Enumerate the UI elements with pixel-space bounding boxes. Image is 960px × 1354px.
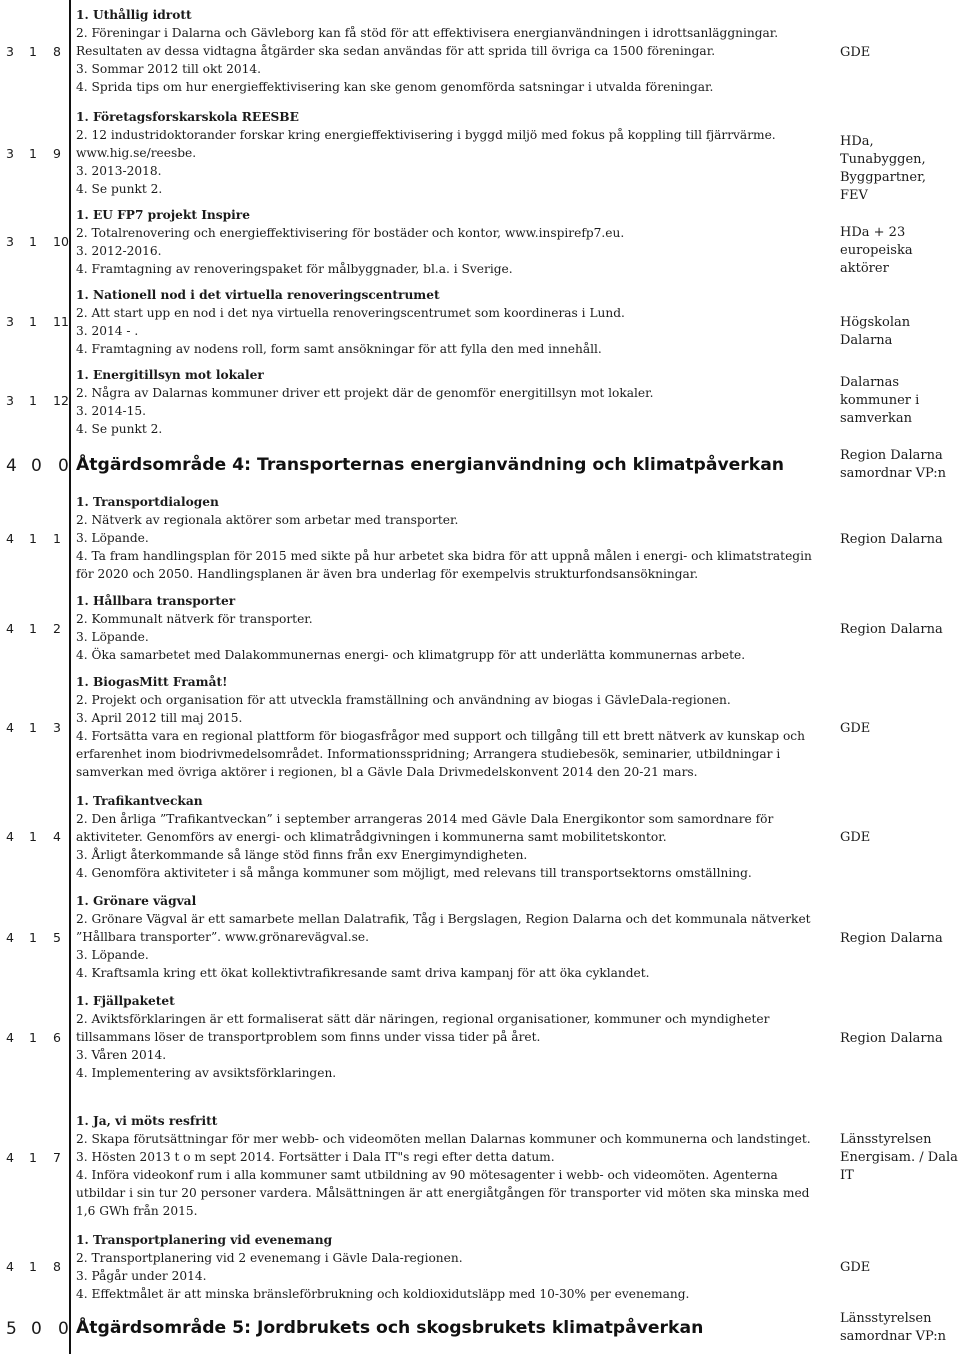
item-description [76, 366, 828, 438]
responsible-party: Region Dalarna samordnar VP:n [840, 448, 947, 481]
item-detail: 3. 2014 - . [76, 324, 139, 338]
item-detail: 3. Löpande. [76, 531, 149, 545]
item-detail: 4. Framtagning av nodens roll, form samt ansökningar för att fylla den med innehåll. [76, 342, 602, 356]
section-heading: Åtgärdsområde 5: Jordbrukets och skogsbrukets klimatpåverkan [76, 1318, 704, 1338]
number-part: 4 [6, 1150, 14, 1165]
responsible-party: GDE [840, 721, 871, 736]
item-detail: 2. Transportplanering vid 2 evenemang i Gävle Dala-regionen. [76, 1251, 463, 1265]
item-description [76, 1112, 828, 1220]
item-title: 1. Nationell nod i det virtuella renoveringscentrumet [76, 288, 440, 302]
responsible-party: Dalarnas kommuner i samverkan [840, 375, 920, 426]
item-detail: 4. Se punkt 2. [76, 182, 163, 196]
item-detail: 2. Kommunalt nätverk för transporter. [76, 612, 313, 626]
number-part: 1 [29, 1030, 37, 1045]
number-part: 3 [6, 146, 14, 161]
item-title: 1. Grönare vägval [76, 894, 197, 908]
item-detail: 3. Årligt återkommande så länge stöd finns från exv Energimyndigheten. [76, 848, 528, 862]
number-part: 0 [31, 456, 42, 476]
item-title: 1. EU FP7 projekt Inspire [76, 208, 250, 222]
item-detail: 4. Implementering av avsiktsförklaringen. [76, 1066, 337, 1080]
item-title: 1. Hållbara transporter [76, 594, 236, 608]
responsible-party: GDE [840, 830, 871, 845]
item-detail: 2. Skapa förutsättningar för mer webb- och videomöten mellan Dalarnas kommuner och kommunerna och landstinget. [76, 1132, 811, 1146]
number-part: 5 [53, 930, 61, 945]
number-part: 8 [53, 44, 61, 59]
number-part: 1 [29, 44, 37, 59]
number-part: 1 [29, 720, 37, 735]
item-detail: 2. Projekt och organisation för att utveckla framställning och användning av biogas i GävleDala-regionen. [76, 693, 731, 707]
number-part: 1 [53, 531, 61, 546]
item-detail: 3. 2013-2018. [76, 164, 162, 178]
item-detail: 3. Löpande. [76, 948, 149, 962]
number-part: 1 [29, 829, 37, 844]
number-part: 1 [29, 930, 37, 945]
item-detail: 3. Hösten 2013 t o m sept 2014. Fortsätter i Dala IT"s regi efter detta datum. [76, 1150, 555, 1164]
number-part: 3 [53, 720, 61, 735]
number-part: 1 [29, 314, 37, 329]
item-description [76, 1231, 828, 1303]
item-title: 1. Företagsforskarskola REESBE [76, 110, 299, 124]
number-part: 11 [53, 314, 69, 329]
responsible-party: Högskolan Dalarna [840, 315, 911, 348]
item-detail: 4. Införa videokonf rum i alla kommuner samt utbildning av 90 mötesagenter i webb- och videomöten. Agenterna utbildar i sin tur 20 personer vardera. Målsättningen är att energiåtgången för transporter vid möten ska minska med 1,6 GWh från 2015. [76, 1168, 810, 1218]
item-detail: 4. Framtagning av renoveringspaket för målbyggnader, bl.a. i Sverige. [76, 262, 513, 276]
item-detail: 3. Våren 2014. [76, 1048, 167, 1062]
number-part: 4 [6, 456, 17, 476]
number-part: 3 [6, 393, 14, 408]
item-detail: 3. Pågår under 2014. [76, 1269, 207, 1283]
number-part: 10 [53, 234, 69, 249]
column-divider [69, 0, 71, 1354]
number-part: 1 [29, 1150, 37, 1165]
number-part: 5 [6, 1319, 17, 1339]
number-part: 1 [29, 234, 37, 249]
item-title: 1. Ja, vi möts resfritt [76, 1114, 218, 1128]
item-description [76, 673, 828, 781]
number-part: 3 [6, 314, 14, 329]
number-part: 4 [6, 621, 14, 636]
item-detail: 2. Den årliga ”Trafikantveckan” i september arrangeras 2014 med Gävle Dala Energikontor som samordnare för aktiviteter. Genomförs av energi- och klimatrådgivningen i kommunerna samt mobilitetskontor. [76, 812, 774, 844]
number-part: 0 [31, 1319, 42, 1339]
item-description [76, 592, 828, 664]
number-part: 1 [29, 621, 37, 636]
number-part: 1 [29, 1259, 37, 1274]
number-part: 7 [53, 1150, 61, 1165]
item-description [76, 108, 828, 198]
item-detail: 4. Genomföra aktiviteter i så många kommuner som möjligt, med relevans till transportsektorns omställning. [76, 866, 752, 880]
item-detail: 4. Fortsätta vara en regional plattform för biogasfrågor med support och tillgång till ett brett nätverk av kunskap och erfarenhet inom biodrivmedelsområdet. Informationsspridning; Arrangera studiebesök, seminarier, utbildningar i samverkan med övriga aktörer i regionen, bl a Gävle Dala Drivmedelskonvent 2014 den 20-21 mars. [76, 729, 805, 779]
item-detail: 4. Kraftsamla kring ett ökat kollektivtrafikresande samt driva kampanj för att öka cyklandet. [76, 966, 650, 980]
item-detail: 3. Sommar 2012 till okt 2014. [76, 62, 262, 76]
item-description [76, 992, 828, 1082]
item-detail: 2. 12 industridoktorander forskar kring energieffektivisering i byggd miljö med fokus på koppling till fjärrvärme. www.hig.se/reesbe. [76, 128, 776, 160]
number-part: 0 [58, 1319, 69, 1339]
item-description [76, 286, 828, 358]
number-part: 4 [6, 829, 14, 844]
number-part: 1 [29, 531, 37, 546]
number-part: 1 [29, 393, 37, 408]
responsible-party: Region Dalarna [840, 931, 943, 946]
item-title: 1. Energitillsyn mot lokaler [76, 368, 264, 382]
item-detail: 2. Nätverk av regionala aktörer som arbetar med transporter. [76, 513, 459, 527]
item-detail: 3. April 2012 till maj 2015. [76, 711, 243, 725]
item-detail: 3. Löpande. [76, 630, 149, 644]
item-title: 1. Fjällpaketet [76, 994, 175, 1008]
number-part: 1 [29, 146, 37, 161]
number-part: 12 [53, 393, 69, 408]
item-detail: 2. Att start upp en nod i det nya virtuella renoveringscentrumet som koordineras i Lund. [76, 306, 625, 320]
item-description [76, 6, 828, 96]
responsible-party: Länsstyrelsen Energisam. / Dala IT [840, 1132, 958, 1183]
item-title: 1. Transportdialogen [76, 495, 219, 509]
item-detail: 4. Se punkt 2. [76, 422, 163, 436]
item-detail: 2. Några av Dalarnas kommuner driver ett projekt där de genomför energitillsyn mot lokaler. [76, 386, 654, 400]
item-title: 1. BiogasMitt Framåt! [76, 675, 228, 689]
item-description [76, 892, 828, 982]
item-detail: 4. Ta fram handlingsplan för 2015 med sikte på hur arbetet ska bidra för att uppnå målen i energi- och klimatstrategin för 2020 och 2050. Handlingsplanen är även bra underlag för exempelvis strukturfondsansökningar. [76, 549, 812, 581]
item-title: 1. Trafikantveckan [76, 794, 203, 808]
item-description [76, 206, 828, 278]
item-detail: 4. Sprida tips om hur energieffektivisering kan ske genom genomförda satsningar i utvalda föreningar. [76, 80, 714, 94]
responsible-party: Länsstyrelsen samordnar VP:n [840, 1311, 947, 1344]
responsible-party: HDa, Tunabyggen, Byggpartner, FEV [840, 134, 927, 203]
responsible-party: GDE [840, 45, 871, 60]
item-detail: 4. Effektmålet är att minska bränsleförbrukning och koldioxidutsläpp med 10-30% per evenemang. [76, 1287, 690, 1301]
number-part: 4 [53, 829, 61, 844]
item-detail: 2. Föreningar i Dalarna och Gävleborg kan få stöd för att effektivisera energianvändningen i idrottsanläggningar. Resultaten av dessa vidtagna åtgärder ska sedan användas för att sprida till övriga ca 1500 föreningar. [76, 26, 779, 58]
responsible-party: Region Dalarna [840, 532, 943, 547]
number-part: 8 [53, 1259, 61, 1274]
section-heading: Åtgärdsområde 4: Transporternas energianvändning och klimatpåverkan [76, 455, 785, 475]
item-title: 1. Uthållig idrott [76, 8, 192, 22]
number-part: 6 [53, 1030, 61, 1045]
item-detail: 3. 2014-15. [76, 404, 147, 418]
item-title: 1. Transportplanering vid evenemang [76, 1233, 333, 1247]
item-description [76, 792, 828, 882]
number-part: 4 [6, 531, 14, 546]
number-part: 0 [58, 456, 69, 476]
number-part: 4 [6, 930, 14, 945]
item-detail: 2. Totalrenovering och energieffektivisering för bostäder och kontor, www.inspirefp7.eu. [76, 226, 625, 240]
number-part: 4 [6, 1030, 14, 1045]
item-detail: 4. Öka samarbetet med Dalakommunernas energi- och klimatgrupp för att underlätta kommunernas arbete. [76, 648, 746, 662]
number-part: 3 [6, 44, 14, 59]
number-part: 2 [53, 621, 61, 636]
number-part: 9 [53, 146, 61, 161]
number-part: 3 [6, 234, 14, 249]
item-detail: 2. Grönare Vägval är ett samarbete mellan Dalatrafik, Tåg i Bergslagen, Region Dalarna och det kommunala nätverket ”Hållbara transporter”. www.grönarevägval.se. [76, 912, 811, 944]
item-detail: 2. Aviktsförklaringen är ett formaliserat sätt där näringen, regional organisationer, kommuner och myndigheter tillsammans löser de transportproblem som finns under vissa tider på året. [76, 1012, 770, 1044]
responsible-party: HDa + 23 europeiska aktörer [840, 225, 913, 276]
responsible-party: GDE [840, 1260, 871, 1275]
number-part: 4 [6, 720, 14, 735]
responsible-party: Region Dalarna [840, 1031, 943, 1046]
item-description [76, 493, 828, 583]
responsible-party: Region Dalarna [840, 622, 943, 637]
number-part: 4 [6, 1259, 14, 1274]
item-detail: 3. 2012-2016. [76, 244, 162, 258]
